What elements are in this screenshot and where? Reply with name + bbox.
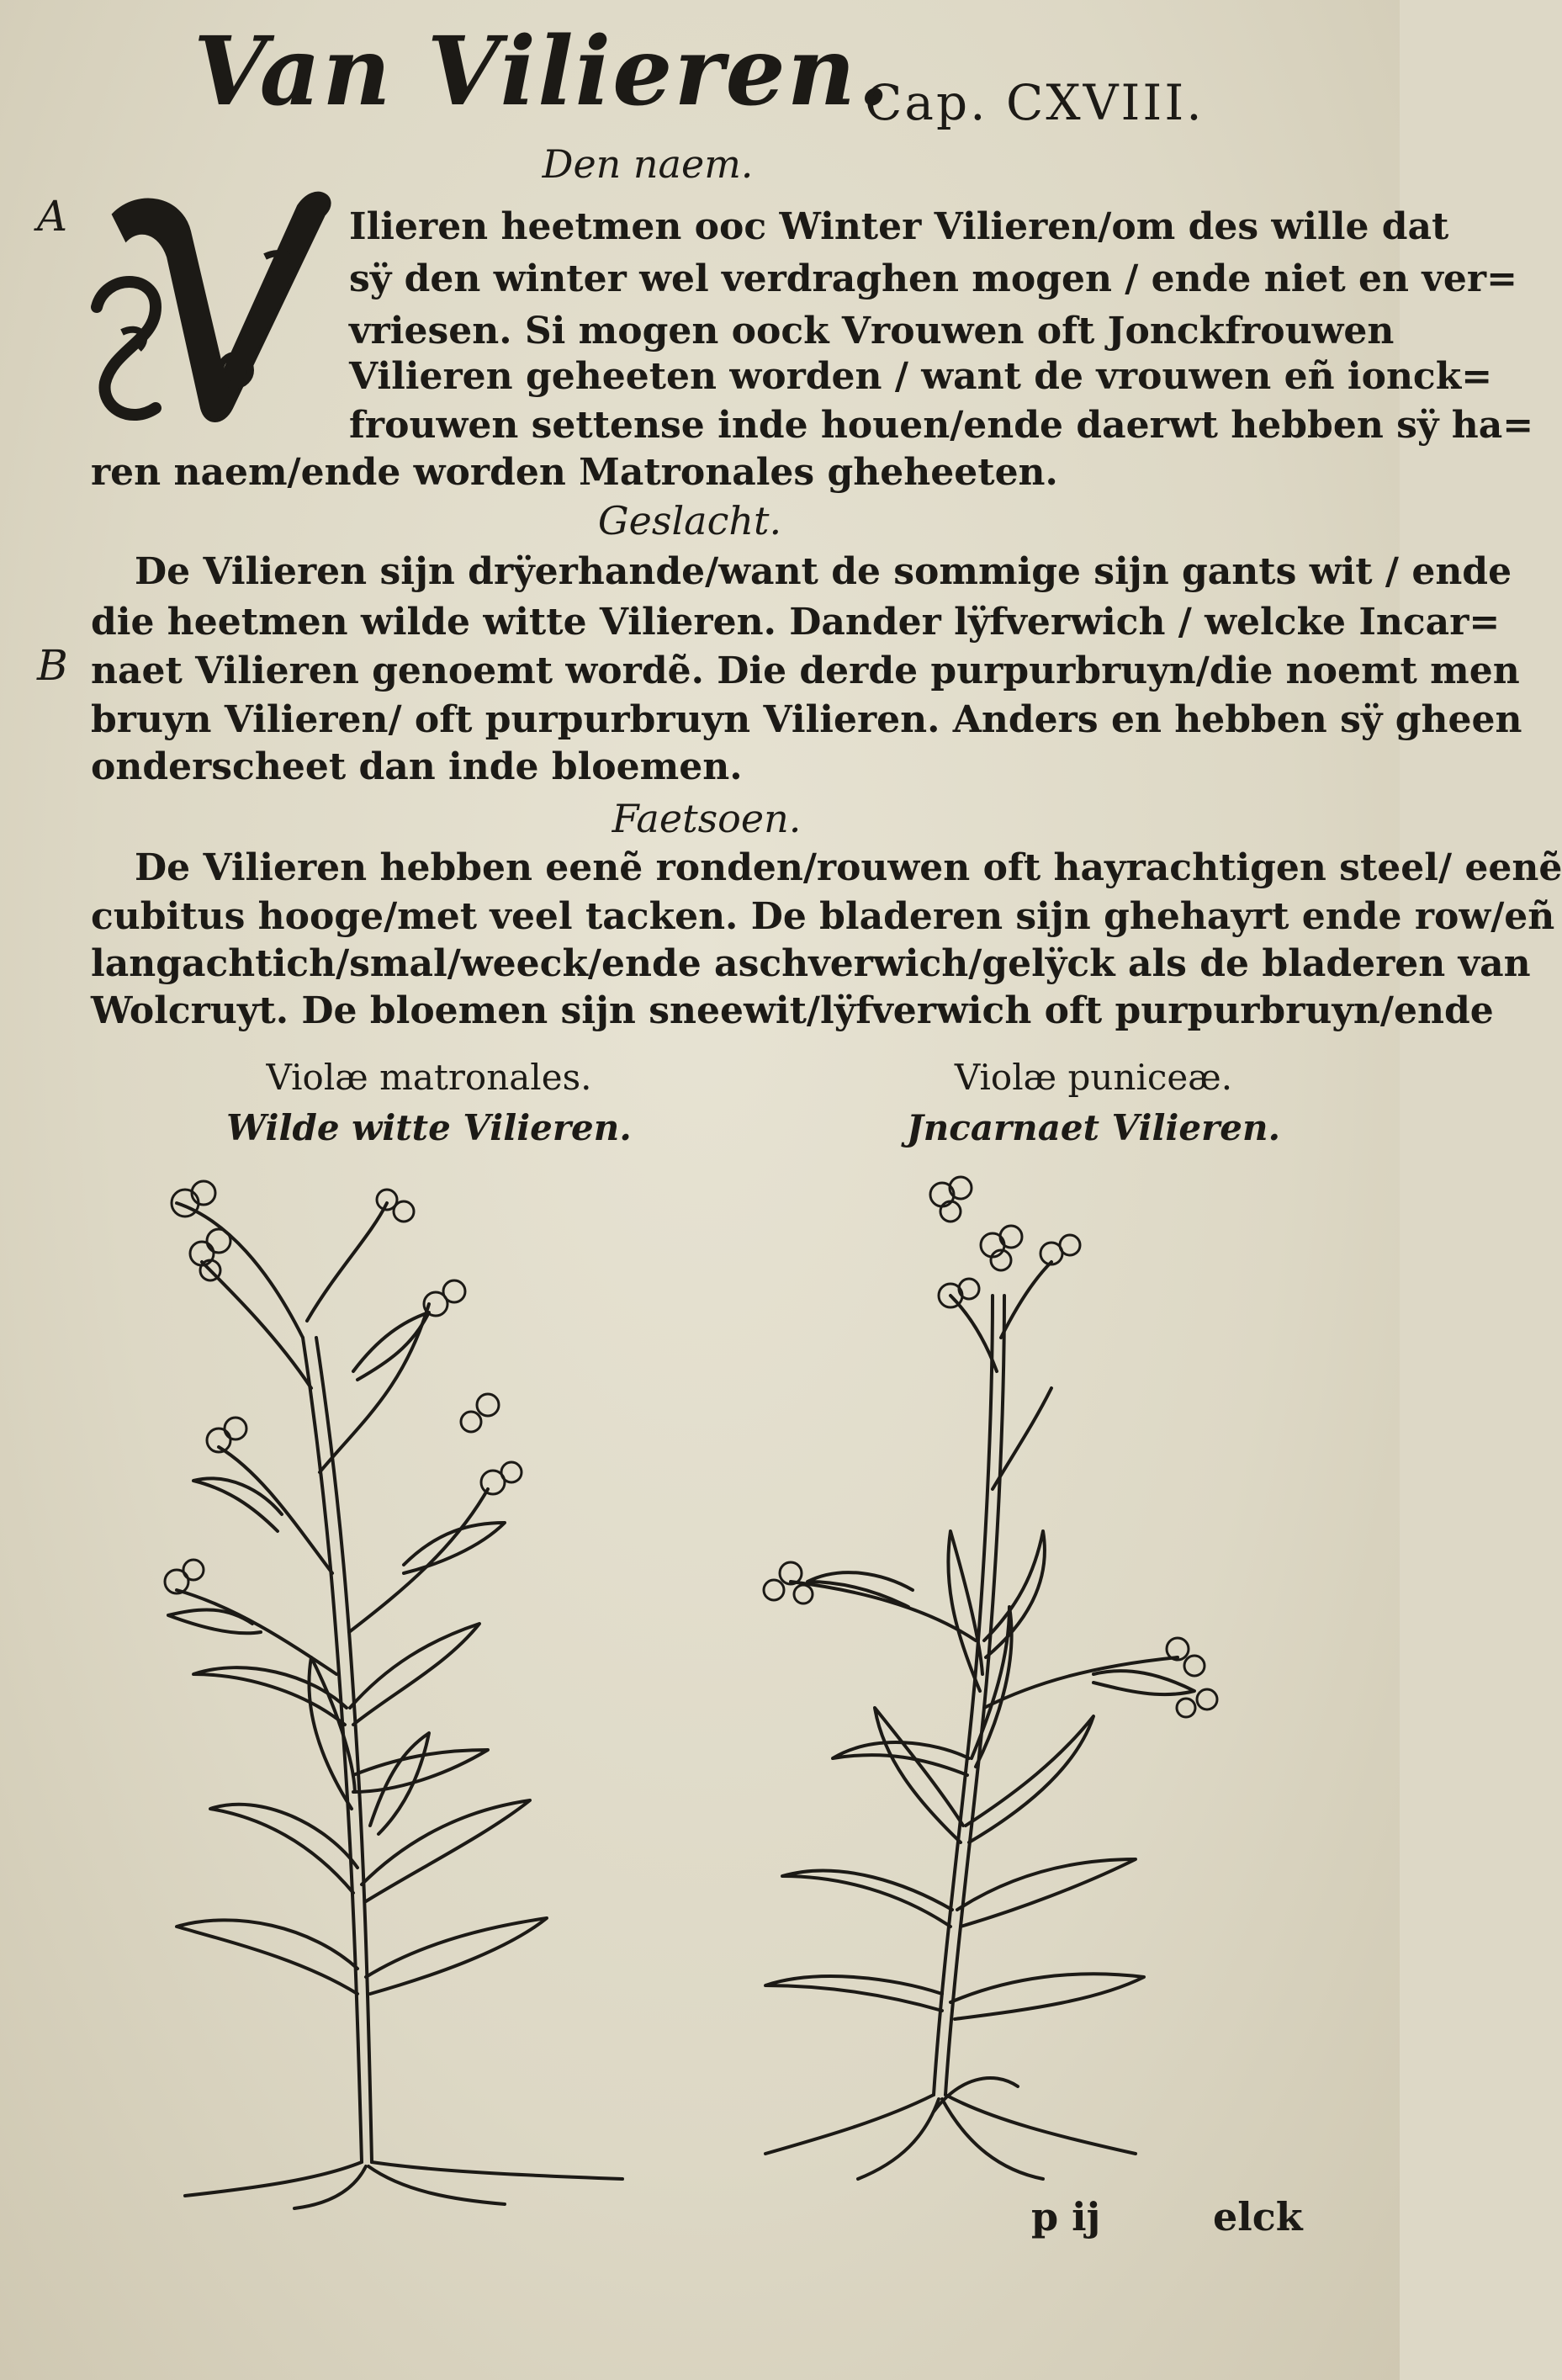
chapter-number: Cap. CXVIII. xyxy=(865,74,1205,131)
figure-caption-dutch: Jncarnaet Vilieren. xyxy=(906,1107,1281,1148)
catchword: elck xyxy=(1213,2194,1303,2240)
woodcut-plant-white-rocket-icon xyxy=(151,1169,639,2213)
text-line: cubitus hooge/met veel tacken. De bladeren sijn ghehayrt ende row/eñ xyxy=(91,895,1555,938)
text-line: frouwen settense inde houen/ende daerwt hebben sÿ ha= xyxy=(349,404,1534,447)
text-line: langachtich/smal/weeck/ende aschverwich/gelÿck als de bladeren van xyxy=(91,942,1531,985)
figure-caption-dutch: Wilde witte Vilieren. xyxy=(226,1107,632,1148)
text-line: De Vilieren sijn drÿerhande/want de sommige sijn gants wit / ende xyxy=(135,550,1512,593)
signature-mark: p ij xyxy=(1031,2194,1101,2240)
section-heading-naem: Den naem. xyxy=(542,141,754,187)
text-line: naet Vilieren genoemt wordẽ. Die derde purpurbruyn/die noemt men xyxy=(91,649,1520,692)
text-line: onderscheet dan inde bloemen. xyxy=(91,745,743,788)
section-heading-faetsoen: Faetsoen. xyxy=(612,796,802,841)
woodcut-plant-incarnate-rocket-icon xyxy=(740,1169,1279,2204)
decorated-initial-v-icon xyxy=(88,181,341,433)
text-line: bruyn Vilieren/ oft purpurbruyn Vilieren. Anders en hebben sÿ gheen xyxy=(91,698,1522,741)
section-heading-geslacht: Geslacht. xyxy=(597,498,782,543)
text-line: sÿ den winter wel verdraghen mogen / ende niet en ver= xyxy=(349,257,1517,300)
margin-letter-a: A xyxy=(37,192,68,241)
margin-letter-b: B xyxy=(37,641,68,690)
text-line: Wolcruyt. De bloemen sijn sneewit/lÿfverwich oft purpurbruyn/ende xyxy=(91,989,1494,1032)
figure-caption-latin: Violæ matronales. xyxy=(266,1057,592,1098)
text-line: De Vilieren hebben eenẽ ronden/rouwen oft hayrachtigen steel/ eenẽ xyxy=(135,846,1562,889)
text-line: Ilieren heetmen ooc Winter Vilieren/om des wille dat xyxy=(349,205,1449,248)
page-title: Van Vilieren. xyxy=(193,17,892,127)
text-line: Vilieren geheeten worden / want de vrouwen eñ ionck= xyxy=(349,355,1493,398)
figure-caption-latin: Violæ puniceæ. xyxy=(954,1057,1233,1098)
text-line: die heetmen wilde witte Vilieren. Dander lÿfverwich / welcke Incar= xyxy=(91,601,1501,644)
text-line: ren naem/ende worden Matronales gheheeten. xyxy=(91,451,1058,494)
text-line: vriesen. Si mogen oock Vrouwen oft Jonckfrouwen xyxy=(349,310,1395,352)
